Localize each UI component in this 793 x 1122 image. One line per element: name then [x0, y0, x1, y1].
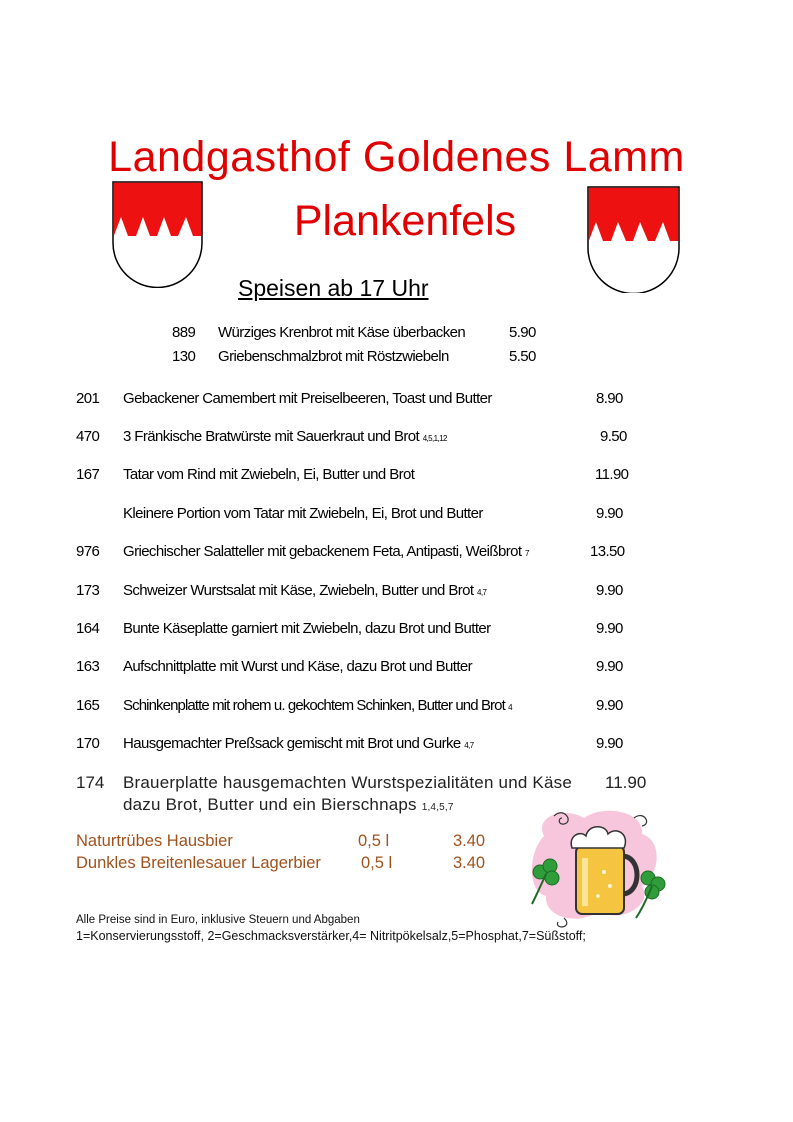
item-price: 5.50 — [509, 348, 536, 365]
menu-item — [76, 697, 676, 719]
beer-price: 3.40 — [453, 854, 486, 872]
item-price: 11.90 — [605, 773, 647, 792]
item-price: 11.90 — [595, 466, 629, 483]
item-number: 164 — [76, 620, 100, 637]
item-price: 9.90 — [596, 697, 623, 714]
beer-name: Naturtrübes Hausbier — [76, 832, 233, 850]
allergen-codes: 4,7 — [477, 588, 487, 597]
item-number: 470 — [76, 428, 100, 445]
menu-item — [76, 466, 676, 488]
allergen-codes: 4,7 — [464, 741, 474, 750]
prices-note: Alle Preise sind in Euro, inklusive Steuern und Abgaben — [76, 914, 360, 926]
beer-name: Dunkles Breitenlesauer Lagerbier — [76, 854, 321, 872]
menu-item — [76, 658, 676, 680]
restaurant-name: Landgasthof Goldenes Lamm — [108, 133, 685, 181]
item-price: 9.90 — [596, 735, 623, 752]
item-number: 976 — [76, 543, 100, 560]
item-number: 170 — [76, 735, 100, 752]
menu-item — [76, 543, 676, 565]
beer-item — [76, 854, 496, 874]
allergen-codes: 7 — [525, 549, 529, 558]
restaurant-location: Plankenfels — [293, 197, 517, 245]
item-price: 9.90 — [596, 620, 623, 637]
item-name: Griechischer Salatteller mit gebackenem Feta, Antipasti, Weißbrot — [123, 543, 522, 560]
franconian-crest-icon — [587, 186, 680, 293]
item-name: Bunte Käseplatte garniert mit Zwiebeln, dazu Brot und Butter — [123, 620, 491, 637]
menu-item — [76, 505, 676, 527]
item-name: Würziges Krenbrot mit Käse überbacken — [218, 324, 466, 341]
item-number: 163 — [76, 658, 100, 675]
menu-item — [76, 620, 676, 642]
allergen-codes: 1,4,5,7 — [421, 802, 454, 813]
item-name: 3 Fränkische Bratwürste mit Sauerkraut und Brot — [123, 428, 420, 445]
beer-mug-icon — [524, 806, 669, 931]
item-price: 13.50 — [590, 543, 625, 560]
item-price: 5.90 — [509, 324, 536, 341]
item-number: 167 — [76, 466, 100, 483]
item-number: 130 — [172, 348, 196, 365]
item-number: 201 — [76, 390, 100, 407]
item-name: Griebenschmalzbrot mit Röstzwiebeln — [218, 348, 449, 365]
item-name: Schinkenplatte mit rohem u. gekochtem Schinken, Butter und Brot — [123, 697, 505, 714]
item-description: dazu Brot, Butter und ein Bierschnaps — [123, 795, 417, 814]
menu-item — [76, 390, 676, 412]
menu-subtitle: Speisen ab 17 Uhr — [238, 275, 429, 301]
allergen-codes: 4 — [508, 703, 512, 712]
item-name: Brauerplatte hausgemachten Wurstspezialitäten und Käse — [123, 773, 572, 792]
beer-volume: 0,5 l — [361, 854, 393, 872]
item-number: 165 — [76, 697, 100, 714]
item-price: 8.90 — [596, 390, 623, 407]
beer-volume: 0,5 l — [358, 832, 390, 850]
menu-item — [76, 735, 676, 757]
item-number: 174 — [76, 773, 105, 792]
additives-legend: 1=Konservierungsstoff, 2=Geschmacksverstärker,4= Nitritpökelsalz,5=Phosphat,7=Süßstoff; — [76, 929, 586, 943]
beer-price: 3.40 — [453, 832, 486, 850]
item-price: 9.90 — [596, 658, 623, 675]
item-name: Hausgemachter Preßsack gemischt mit Brot und Gurke — [123, 735, 461, 752]
beer-item — [76, 832, 496, 852]
item-name: Schweizer Wurstsalat mit Käse, Zwiebeln, Butter und Brot — [123, 582, 474, 599]
item-number: 889 — [172, 324, 196, 341]
menu-item — [76, 582, 676, 604]
item-name: Aufschnittplatte mit Wurst und Käse, dazu Brot und Butter — [123, 658, 473, 675]
allergen-codes: 4,5,1,12 — [422, 434, 447, 443]
item-name: Tatar vom Rind mit Zwiebeln, Ei, Butter und Brot — [123, 466, 415, 483]
menu-item-brauerplatte — [76, 773, 676, 795]
franconian-crest-icon — [112, 181, 203, 288]
item-name: Kleinere Portion vom Tatar mit Zwiebeln, Ei, Brot und Butter — [123, 505, 483, 522]
item-name: Gebackener Camembert mit Preiselbeeren, Toast und Butter — [123, 390, 492, 407]
item-price: 9.50 — [600, 428, 627, 445]
menu-item — [76, 428, 676, 450]
item-price: 9.90 — [596, 505, 623, 522]
item-number: 173 — [76, 582, 100, 599]
item-price: 9.90 — [596, 582, 623, 599]
